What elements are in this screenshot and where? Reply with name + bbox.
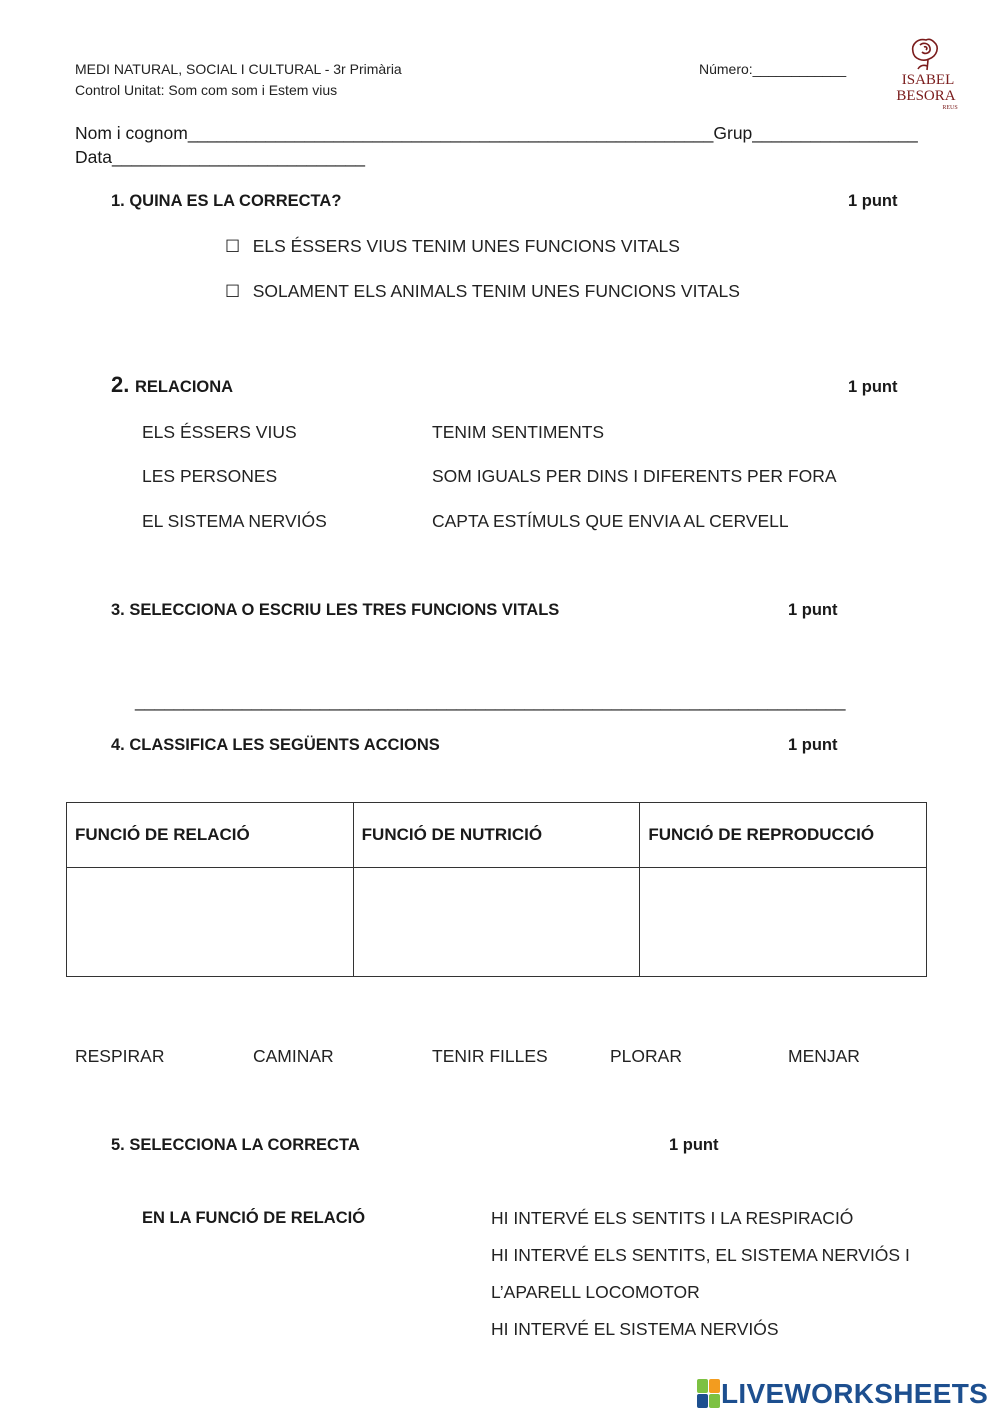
checkbox-icon[interactable]: ☐ (225, 237, 241, 256)
q2-points: 1 punt (848, 378, 898, 396)
q4-title: 4. CLASSIFICA LES SEGÜENTS ACCIONS (111, 736, 440, 754)
action-item[interactable]: PLORAR (610, 1046, 682, 1066)
action-item[interactable]: MENJAR (788, 1046, 860, 1066)
unit-title: Control Unitat: Som com som i Estem vius (75, 82, 338, 98)
q5-option-2[interactable]: HI INTERVÉ ELS SENTITS, EL SISTEMA NERVIÓS I (491, 1245, 910, 1265)
q1-title: 1. QUINA ES LA CORRECTA? (111, 192, 342, 210)
q2-left-item[interactable]: ELS ÉSSERS VIUS (142, 422, 297, 442)
subject-title: MEDI NATURAL, SOCIAL I CULTURAL - 3r Primària (75, 61, 402, 77)
column-header-reproduccio: FUNCIÓ DE REPRODUCCIÓ (640, 803, 927, 868)
drop-zone-relacio[interactable] (67, 868, 354, 977)
q2-right-item[interactable]: TENIM SENTIMENTS (432, 422, 605, 442)
q1-option-1-label: ELS ÉSSERS VIUS TENIM UNES FUNCIONS VITALS (252, 236, 680, 256)
live-badge-icon (697, 1379, 721, 1409)
liveworksheets-brand: LIVEWORKSHEETS (721, 1378, 989, 1409)
q4-points: 1 punt (788, 736, 838, 754)
q2-left-item[interactable]: EL SISTEMA NERVIÓS (142, 511, 327, 531)
q2-right-item[interactable]: SOM IGUALS PER DINS I DIFERENTS PER FORA (432, 466, 837, 486)
q5-points: 1 punt (669, 1136, 719, 1154)
svg-text:REUS: REUS (942, 105, 958, 111)
q5-option-1[interactable]: HI INTERVÉ ELS SENTITS I LA RESPIRACIÓ (491, 1208, 854, 1228)
q1-option-1[interactable] (225, 236, 680, 257)
number-field[interactable]: Número:____________ (699, 61, 847, 77)
q2-number: 2. (111, 372, 130, 397)
drop-zone-reproduccio[interactable] (640, 868, 927, 977)
drop-zone-nutricio[interactable] (353, 868, 640, 977)
q1-points: 1 punt (848, 192, 898, 210)
q5-title: 5. SELECCIONA LA CORRECTA (111, 1136, 360, 1154)
q1-option-2[interactable] (225, 281, 740, 302)
q5-prompt: EN LA FUNCIÓ DE RELACIÓ (142, 1209, 366, 1227)
q5-option-2-continued[interactable]: L’APARELL LOCOMOTOR (491, 1282, 700, 1302)
q3-points: 1 punt (788, 601, 838, 619)
classification-table (66, 802, 927, 977)
q2-right-item[interactable]: CAPTA ESTÍMULS QUE ENVIA AL CERVELL (432, 511, 789, 531)
q5-option-3[interactable]: HI INTERVÉ EL SISTEMA NERVIÓS (491, 1319, 779, 1339)
q1-option-2-label: SOLAMENT ELS ANIMALS TENIM UNES FUNCIONS VITALS (252, 281, 740, 301)
svg-text:ISABEL: ISABEL (901, 72, 955, 88)
action-item[interactable]: RESPIRAR (75, 1046, 165, 1066)
column-header-relacio: FUNCIÓ DE RELACIÓ (67, 803, 354, 868)
svg-text:BESORA: BESORA (896, 88, 956, 104)
school-logo (896, 34, 960, 112)
q3-answer-line[interactable]: _________________________________________________________________________ (135, 691, 846, 711)
action-item[interactable]: CAMINAR (253, 1046, 334, 1066)
name-field[interactable]: Nom i cognom______________________________________________________Grup_________________ (75, 123, 918, 143)
q2-title: RELACIONA (135, 378, 234, 396)
q2-left-item[interactable]: LES PERSONES (142, 466, 278, 486)
liveworksheets-logo (697, 1376, 988, 1412)
date-field[interactable]: Data__________________________ (75, 147, 366, 167)
action-item[interactable]: TENIR FILLES (432, 1046, 548, 1066)
checkbox-icon[interactable]: ☐ (225, 282, 241, 301)
q3-title: 3. SELECCIONA O ESCRIU LES TRES FUNCIONS VITALS (111, 601, 560, 619)
column-header-nutricio: FUNCIÓ DE NUTRICIÓ (353, 803, 640, 868)
